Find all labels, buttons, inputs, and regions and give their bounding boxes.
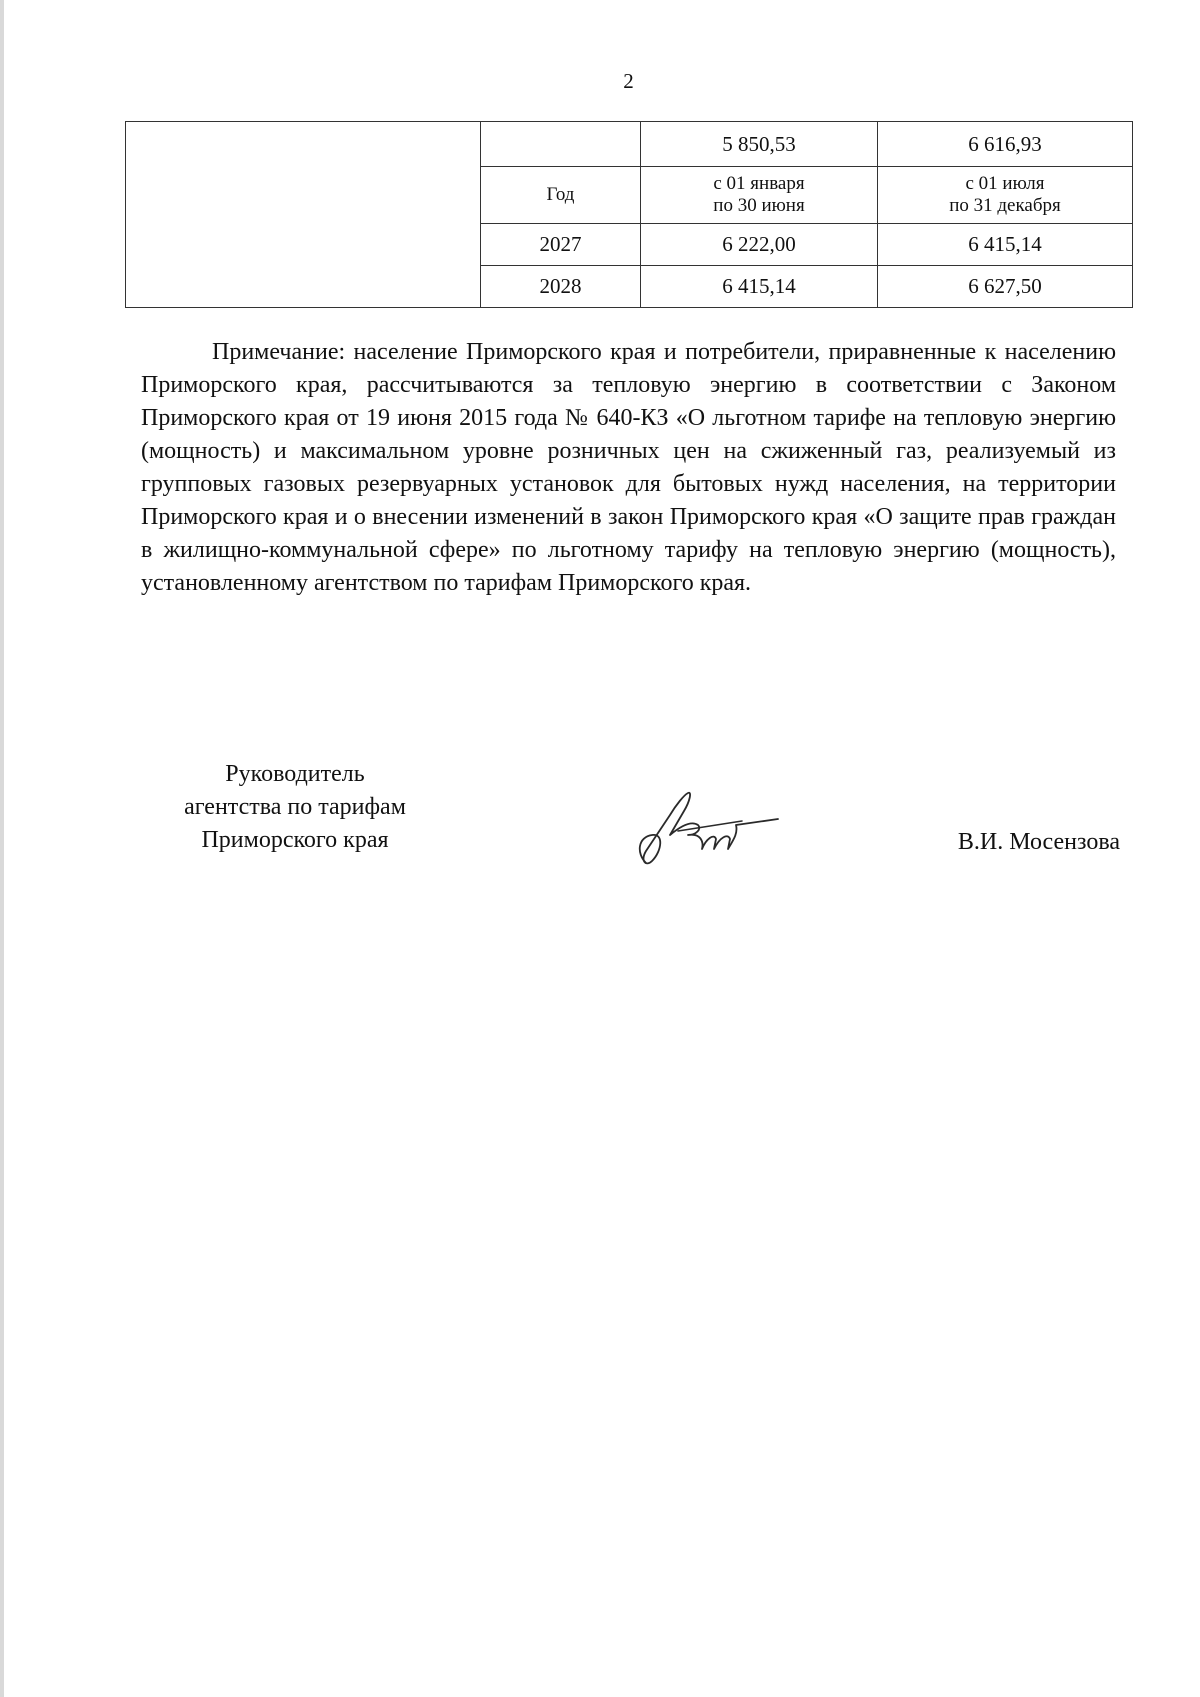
signatory-title-line: агентства по тарифам: [184, 794, 406, 820]
table-cell-year: [481, 122, 641, 167]
signatory-name: В.И. Мосензова: [957, 829, 1120, 855]
table-cell-second-half: 6 616,93: [878, 122, 1133, 167]
table-cell-first-half: 5 850,53: [641, 122, 878, 167]
table-header-second-half: [878, 167, 1133, 224]
scan-edge: [0, 0, 4, 1697]
table-row: [126, 122, 1133, 167]
handwritten-signature: [618, 775, 783, 875]
page-number: 2: [623, 69, 634, 93]
table-cell-second-half: 6 627,50: [878, 266, 1133, 308]
header-line: с 01 июля: [965, 173, 1045, 194]
table-cell-first-half: 6 415,14: [641, 266, 878, 308]
header-line: с 01 января: [713, 173, 805, 194]
table-cell-second-half: 6 415,14: [878, 224, 1133, 266]
note-paragraph: Примечание: население Приморского края и потребители, приравненные к населению Приморского края, рассчитываются за тепловую энергию в соответствии с Законом Приморского края от 19 июня 2015 года № 640-КЗ «О льготном тарифе на тепловую энергию (мощность) и максимальном уровне розничных цен на сжиженный газ, реализуемый из групповых газовых резервуарных установок для бытовых нужд населения, на территории Приморского края и о внесении изменений в закон Приморского края «О защите прав граждан в жилищно-коммунальной сфере» по льготному тарифу на тепловую энергию (мощность), установленному агентством по тарифам Приморского края.: [141, 339, 1116, 596]
tariff-table: [125, 121, 1133, 308]
signatory-title-line: Приморского края: [201, 827, 389, 853]
table-header-year: Год: [481, 167, 641, 224]
table-cell-first-half: 6 222,00: [641, 224, 878, 266]
table-cell-blank: [126, 122, 481, 308]
signatory-title-line: Руководитель: [225, 761, 365, 787]
table-header-first-half: [641, 167, 878, 224]
signatory-title: [130, 758, 460, 857]
header-line: по 30 июня: [713, 195, 805, 216]
table-cell-year: 2028: [481, 266, 641, 308]
header-line: по 31 декабря: [949, 195, 1061, 216]
table-cell-year: 2027: [481, 224, 641, 266]
